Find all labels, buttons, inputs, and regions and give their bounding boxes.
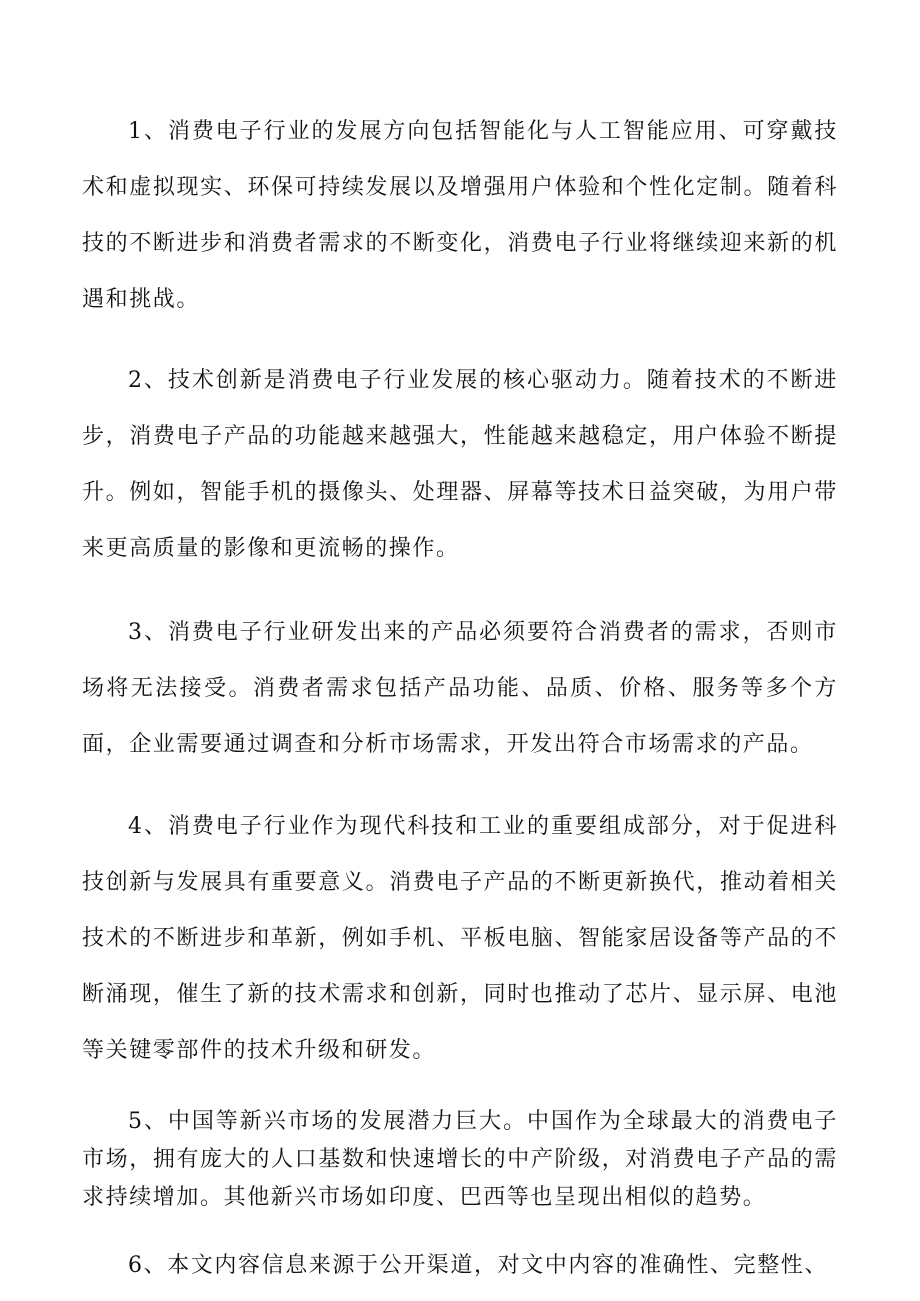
paragraph-1: 1、消费电子行业的发展方向包括智能化与人工智能应用、可穿戴技术和虚拟现实、环保可持续发展以及增强用户体验和个性化定制。随着科技的不断进步和消费者需求的不断变化，消费电子行业将继续迎来新的机遇和挑战。	[82, 119, 838, 312]
paragraph-6: 6、本文内容信息来源于公开渠道，对文中内容的准确性、完整性、	[128, 1253, 828, 1278]
paragraph-3: 3、消费电子行业研发出来的产品必须要符合消费者的需求，否则市场将无法接受。消费者需求包括产品功能、品质、价格、服务等多个方面，企业需要通过调查和分析市场需求，开发出符合市场需求的产品。	[82, 620, 838, 757]
paragraph-4: 4、消费电子行业作为现代科技和工业的重要组成部分，对于促进科技创新与发展具有重要意义。消费电子产品的不断更新换代，推动着相关技术的不断进步和革新，例如手机、平板电脑、智能家居设备等产品的不断涌现，催生了新的技术需求和创新，同时也推动了芯片、显示屏、电池等关键零部件的技术升级和研发。	[82, 814, 838, 1063]
paragraph-2: 2、技术创新是消费电子行业发展的核心驱动力。随着技术的不断进步，消费电子产品的功能越来越强大，性能越来越稳定，用户体验不断提升。例如，智能手机的摄像头、处理器、屏幕等技术日益突破，为用户带来更高质量的影像和更流畅的操作。	[82, 368, 838, 561]
paragraph-5: 5、中国等新兴市场的发展潜力巨大。中国作为全球最大的消费电子市场，拥有庞大的人口基数和快速增长的中产阶级，对消费电子产品的需求持续增加。其他新兴市场如印度、巴西等也呈现出相似的趋势。	[82, 1109, 838, 1210]
